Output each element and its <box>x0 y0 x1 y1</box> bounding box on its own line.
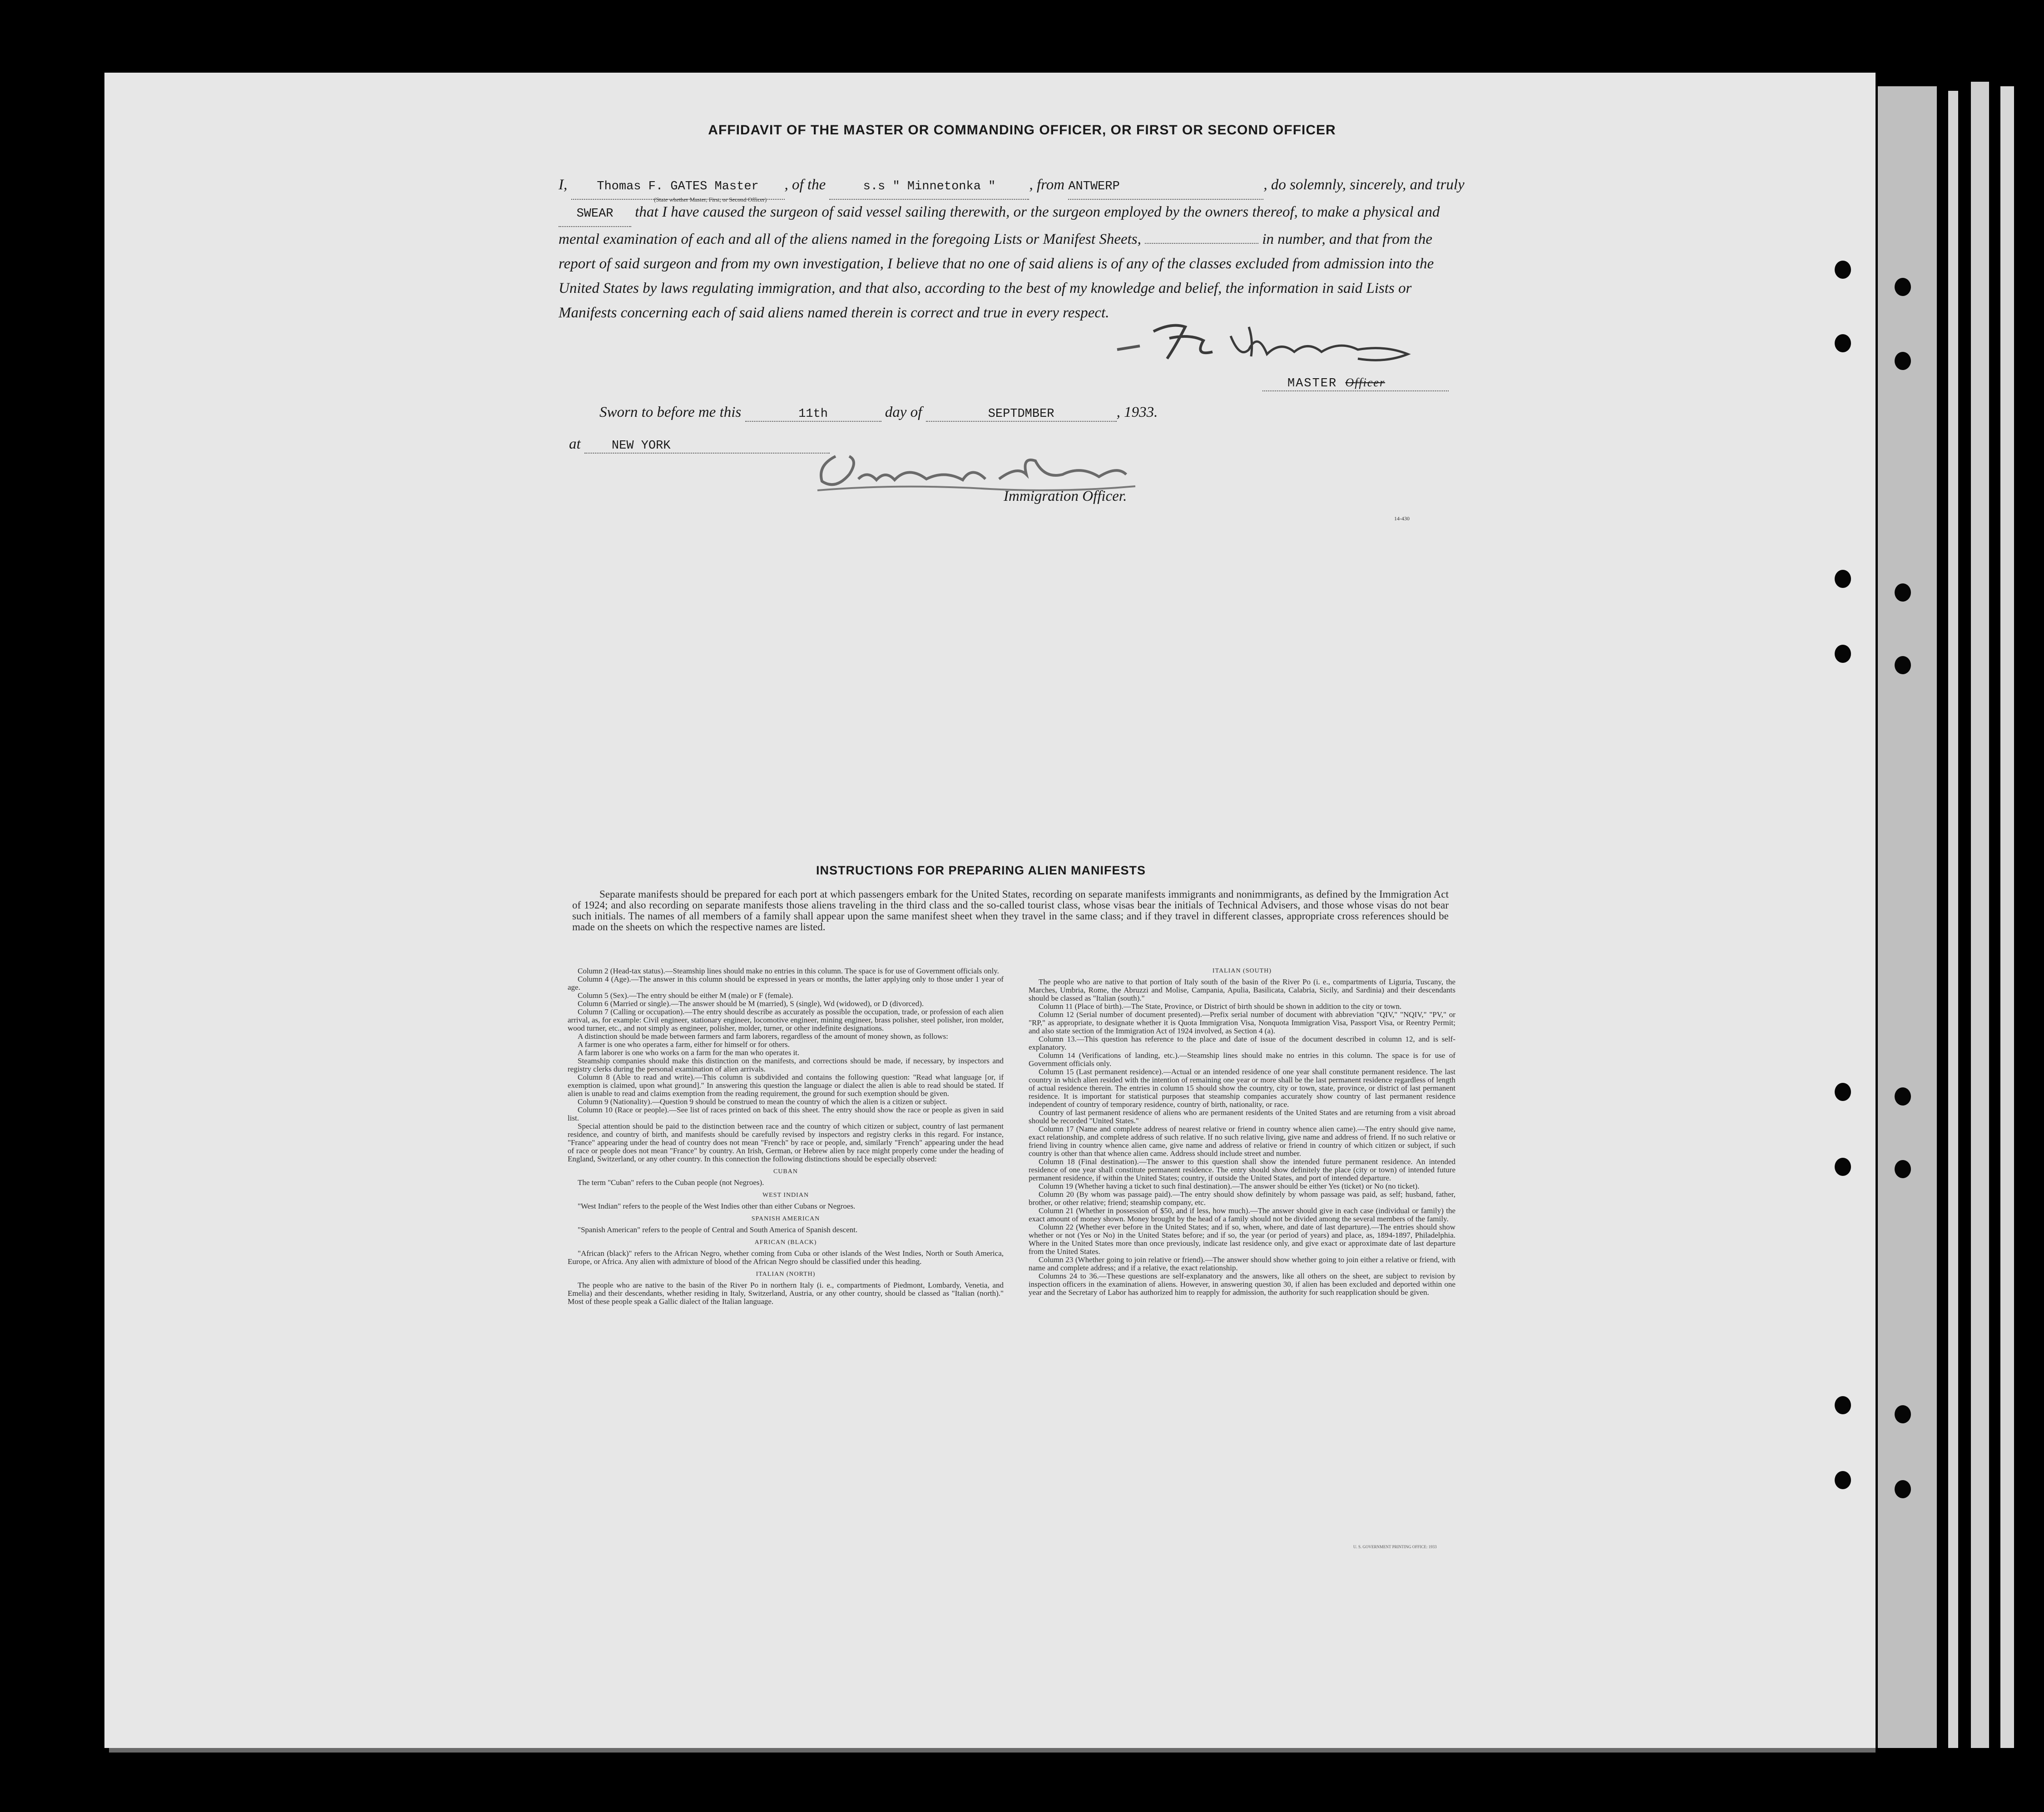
printing-office-note: U. S. GOVERNMENT PRINTING OFFICE: 1933 <box>1353 1545 1437 1549</box>
instr-paragraph: Column 22 (Whether ever before in the United States; and if so, when, where, and date of last departure).—The entries should show whether or not (Yes or No) in the United States before; and if so, the year (or period of years) and place, as, 1894-1897, Philadelphia. Where in the United States more than once previously, indicate last residence only, and give exact or approximate date of last departure from the United States. <box>1029 1223 1455 1256</box>
instr-paragraph: The people who are native to that portion of Italy south of the basin of the River Po (i. e., compartments of Liguria, Tuscany, the Marches, Umbria, Rome, the Abruzzi and Molise, Campania, Apulia, Basilicata, Calabria, Sicily, and Sardinia) and their descendants should be classed as "Italian (south)." <box>1029 978 1455 1002</box>
sworn-month-field: SEPTDMBER <box>926 407 1117 422</box>
rank-hint: (State whether Master, First, or Second Officer) <box>654 196 767 203</box>
solemnly-text: solemnly, sincerely, and truly <box>1290 177 1465 193</box>
sworn-year: , 1933. <box>1116 404 1158 420</box>
signer-title-struck: Officer <box>1345 376 1386 389</box>
form-number: 14-430 <box>1394 515 1410 522</box>
page-stub-4 <box>2000 86 2014 1748</box>
instr-paragraph: A distinction should be made between farmers and farm laborers, regardless of the amount of money shown, as follows: <box>578 1032 948 1041</box>
punch-hole <box>1895 278 1911 296</box>
instr-heading: ITALIAN (NORTH) <box>756 1271 816 1278</box>
instr-paragraph: Column 8 (Able to read and write).—This column is subdivided and contains the following question: "Read what language [or, if exemption is claimed, upon what ground]." In answering this question the language or dialect the alien is able to read should be stated. If alien is unable to read and claims exemption from the reading requirement, the ground for such exemption should be given. <box>568 1073 1004 1098</box>
instr-paragraph: Column 9 (Nationality).—Question 9 should be construed to mean the country of which the alien is a citizen or subject. <box>578 1097 947 1106</box>
instructions-right-column <box>1029 967 1455 1297</box>
instr-paragraph: Column 12 (Serial number of document presented).—Prefix serial number of document with abbreviation "QIV," "NQIV," "PV," or "RP," as appropriate, to designate whether it is Quota Immigration Visa, Nonquota Immigration Visa, Passport Visa, or Reentry Permit; and also state section of the Immigration Act of 1924 involved, as Section 4 (a). <box>1029 1010 1455 1035</box>
punch-hole <box>1895 1087 1911 1106</box>
instr-heading: AFRICAN (BLACK) <box>754 1239 817 1246</box>
punch-hole <box>1895 583 1911 602</box>
from-text: , from <box>1029 177 1065 193</box>
instr-paragraph: Column 10 (Race or people).—See list of races printed on back of this sheet. The entry should show the race or people as given in said list. <box>568 1106 1004 1122</box>
punch-hole <box>1835 1396 1851 1414</box>
master-signature <box>1113 313 1421 368</box>
instr-paragraph: Steamship companies should make this distinction on the manifests, and corrections should be made, if necessary, by inspectors and registry clerks during the personal examination of alien arrivals. <box>568 1057 1004 1073</box>
instr-heading: ITALIAN (SOUTH) <box>1212 968 1272 974</box>
vessel-name-field: s.s " Minnetonka " <box>829 174 1029 200</box>
of-the-text: , of the <box>784 177 826 193</box>
affidavit-text-1: that I have caused the surgeon of said vessel sailing therewith, or the surgeon employed by the owners thereof, to make a physical and mental examination of each and all of the aliens named in the foregoing Lists or Manifest Sheets, <box>559 204 1440 247</box>
oath-type-field: SWEAR <box>559 202 631 227</box>
signer-title-line <box>1262 390 1449 391</box>
instr-paragraph: "African (black)" refers to the African Negro, whether coming from Cuba or other islands of the West Indies, North or South America, Europe, or Africa. Any alien with admixture of blood of the African Negro should be classified under this heading. <box>568 1249 1004 1266</box>
day-of-text: day of <box>885 404 922 420</box>
sworn-place-field: NEW YORK <box>584 439 830 454</box>
instr-paragraph: Column 4 (Age).—The answer in this column should be expressed in years or months, the latter applying only to those under 1 year of age. <box>568 975 1004 992</box>
instr-paragraph: Column 13.—This question has reference to the place and date of issue of the document described in column 12, and is self-explanatory. <box>1029 1035 1455 1052</box>
at-text: at <box>569 436 581 452</box>
sworn-line <box>599 404 1158 422</box>
page-stub-1 <box>1878 86 1937 1748</box>
instr-paragraph: "Spanish American" refers to the people of Central and South America of Spanish descent. <box>578 1225 858 1234</box>
instr-paragraph: Column 5 (Sex).—The entry should be either M (male) or F (female). <box>578 991 793 1000</box>
instr-paragraph: Column 14 (Verifications of landing, etc.).—Steamship lines should make no entries in this column. The space is for use of Government officials only. <box>1029 1051 1455 1068</box>
instr-paragraph: Column 21 (Whether in possession of $50, and if less, how much).—The answer should give in each case (individual or family) the exact amount of money shown. Money brought by the head of a family should not be divided among the several members of the family. <box>1029 1206 1455 1223</box>
punch-hole <box>1835 570 1851 588</box>
punch-hole <box>1835 1471 1851 1489</box>
instr-paragraph: The people who are native to the basin of the River Po in northern Italy (i. e., compartments of Piedmont, Lombardy, Venetia, and Emelia) and their descendants, whether residing in Italy, Switzerland, Austria, or any other country, should be classed as "Italian (north)." Most of these people speak a Gallic dialect of the Italian language. <box>568 1281 1004 1306</box>
signer-title <box>1287 376 1385 390</box>
instr-paragraph: A farm laborer is one who works on a farm for the man who operates it. <box>578 1048 800 1057</box>
master-name-field: Thomas F. GATES Master <box>571 174 785 200</box>
instr-paragraph: A farmer is one who operates a farm, either for himself or for others. <box>578 1040 790 1049</box>
affidavit-text-2: in number, and that from the report of said surgeon and from my own investigation, I believe that no one of said aliens is of any of the classes excluded from admission into the United States by laws regulating immigration, and that also, according to the best of my knowledge and belief, the information in said Lists or Manifests concerning each of said aliens named therein is correct and true in every respect. <box>559 231 1434 321</box>
instr-paragraph: Column 7 (Calling or occupation).—The entry should describe as accurately as possible the occupation, trade, or profession of each alien arrival, as, for example: Civil engineer, stationary engineer, locomotive engineer, mining engineer, brass polisher, steel polisher, iron molder, wood turner, etc., and not simply as engineer, polisher, molder, turner, or other indefinite designations. <box>568 1007 1004 1032</box>
page-stub-2 <box>1948 91 1958 1748</box>
instr-paragraph: Column 11 (Place of birth).—The State, Province, or District of birth should be shown in addition to the city or town. <box>1039 1002 1402 1011</box>
do-text: , do <box>1263 177 1286 193</box>
instr-paragraph: Country of last permanent residence of aliens who are permanent residents of the United States and are returning from a visit abroad should be recorded "United States." <box>1029 1108 1455 1125</box>
punch-hole <box>1895 656 1911 674</box>
instr-paragraph: Column 19 (Whether having a ticket to such final destination).—The answer should be either Yes (ticket) or No (no ticket). <box>1039 1182 1420 1190</box>
affidavit-body <box>559 173 1467 325</box>
departure-port-field: ANTWERP <box>1068 174 1263 200</box>
punch-hole <box>1895 352 1911 370</box>
punch-hole <box>1895 1405 1911 1423</box>
affidavit-title: AFFIDAVIT OF THE MASTER OR COMMANDING OFFICER, OR FIRST OR SECOND OFFICER <box>708 123 1336 138</box>
immigration-officer-label: Immigration Officer. <box>1004 488 1127 504</box>
instr-paragraph: "West Indian" refers to the people of the West Indies other than either Cubans or Negroes. <box>578 1202 856 1210</box>
affidavit-i: I, <box>559 177 568 193</box>
sheet-count-field <box>1145 243 1258 244</box>
instr-paragraph: Columns 24 to 36.—These questions are self-explanatory and the answers, like all others on the sheet, are subject to revision by inspection officers in the examination of aliens. However, in answering question 30, if alien has been excluded and deported within one year and the Secretary of Labor has authorized him to reapply for admission, the authority for such reapplication should be given. <box>1029 1272 1455 1297</box>
signer-title-typed: MASTER <box>1287 377 1337 390</box>
instr-paragraph: Column 17 (Name and complete address of nearest relative or friend in country whence alien came).—The entry should give name, exact relationship, and complete address of such relative. If no such relative living, give name and address of friend. If no such relative or friend living in country whence alien came, give name and address of relative or friend in country of which citizen or subject, if such country is other than that whence alien came. Address should include street and number. <box>1029 1125 1455 1158</box>
instructions-intro: Separate manifests should be prepared for each port at which passengers embark for the United States, recording on separate manifests immigrants and nonimmigrants, as defined by the Immigration Act of 1924; and also recording on separate manifests those aliens traveling in the third class and the so-called tourist class, whose visas bear the initials of Technical Advisers, and those whose visas do not bear such initials. The names of all members of a family shall appear upon the same manifest sheet when they travel in the same class; and if they travel in different classes, appropriate cross references should be made on the sheets on which the respective names are listed. <box>572 889 1449 933</box>
punch-hole <box>1835 261 1851 279</box>
instr-paragraph: Column 23 (Whether going to join relative or friend).—The answer should show whether going to join either a relative or friend, with name and complete address; and if a relative, the exact relationship. <box>1029 1255 1455 1272</box>
instructions-left-column <box>568 967 1004 1306</box>
punch-hole <box>1835 1158 1851 1176</box>
page-stub-3 <box>1971 82 1989 1748</box>
instr-paragraph: Column 6 (Married or single).—The answer should be M (married), S (single), Wd (widowed), or D (divorced). <box>578 999 924 1008</box>
instr-heading: CUBAN <box>773 1168 798 1175</box>
instr-paragraph: Special attention should be paid to the distinction between race and the country of which citizen or subject, country of last permanent residence, and country of birth, and manifests should be carefully revised by inspectors and registry clerks in this regard. For instance, "France" appearing under the head of country does not mean "French" by race or people, and, similarly "French" appearing under the head of race or people does not mean "France" by country. An Irish, German, or Hebrew alien by race might properly come under the heading of England, Switzerland, or any other country. In this connection the following distinctions should be especially observed: <box>568 1122 1004 1163</box>
instructions-title: INSTRUCTIONS FOR PREPARING ALIEN MANIFESTS <box>816 864 1146 877</box>
instr-paragraph: Column 15 (Last permanent residence).—Actual or an intended residence of one year shall constitute permanent residence. The last country in which alien resided with the intention of remaining one year or more shall be the last permanent residence regardless of length of actual residence therein. The entries in column 15 should show the country, city or town, state, province, or district of last permanent residence. It is important for statistical purposes that steamship companies accurately show country of last permanent residence independent of country of temporary residence, country of birth, nationality, or race. <box>1029 1067 1455 1109</box>
instr-heading: SPANISH AMERICAN <box>751 1215 820 1222</box>
sworn-day-field: 11th <box>745 407 881 422</box>
punch-hole <box>1835 334 1851 352</box>
punch-hole <box>1835 645 1851 663</box>
instr-paragraph: Column 18 (Final destination).—The answer to this question shall show the intended future permanent residence. An intended residence of one year shall constitute permanent residence. The entry should show definitely the place (city or town) of intended future permanent residence, if within the United States; country, if outside the United States, and port of intended departure. <box>1029 1157 1455 1182</box>
instr-heading: WEST INDIAN <box>762 1192 809 1199</box>
punch-hole <box>1895 1480 1911 1498</box>
sworn-text: Sworn to before me this <box>599 404 742 420</box>
punch-hole <box>1895 1160 1911 1178</box>
instr-paragraph: Column 20 (By whom was passage paid).—The entry should show definitely by whom passage was paid, as self; husband, father, brother, or other relative; friend; steamship company, etc. <box>1029 1190 1455 1207</box>
instr-paragraph: The term "Cuban" refers to the Cuban people (not Negroes). <box>578 1178 764 1187</box>
location-line <box>569 436 830 454</box>
punch-hole <box>1835 1083 1851 1101</box>
instr-paragraph: Column 2 (Head-tax status).—Steamship lines should make no entries in this column. The space is for use of Government officials only. <box>578 967 999 975</box>
